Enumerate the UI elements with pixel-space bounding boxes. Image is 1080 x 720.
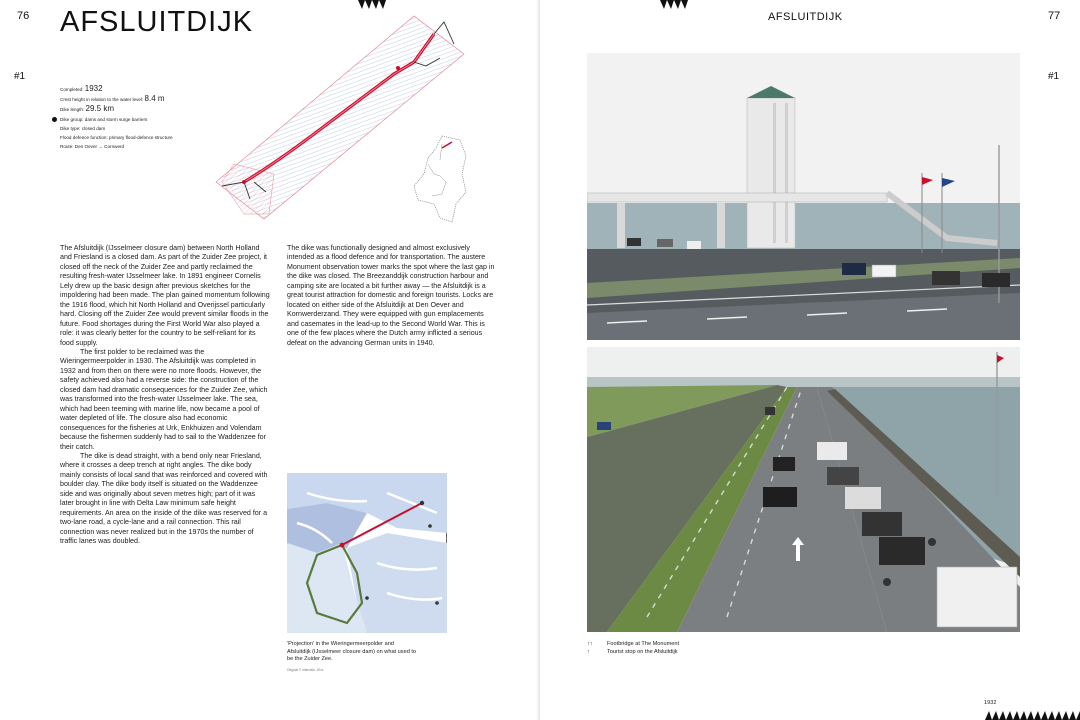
zigzag-footer-decoration — [985, 711, 1080, 720]
wieringermeer-map — [287, 473, 447, 633]
photo-caption-tourist-stop: Tourist stop on the Afsluitdijk — [607, 648, 678, 655]
body-paragraph: The Afsluitdijk (IJsselmeer closure dam) between North Holland and Friesland is a closed dam. As part of the Zuider Zee project, it closed off the neck of the Zuider Zee and partly reclaimed the resulting fresh-water IJsselmeer lake. In 1891 engineer Cornelis Lely drew up the basic design after previous sketches for the impoldering had been made. The plan gained momentum following the 1916 flood, which hit North Holland and Overijssel particularly hard. Closing off the Zuider Zee would prevent similar floods in the future. Food shortages during the First World War also played a role: it was clearly better for the country to be self-reliant for its food supply. — [60, 244, 270, 347]
map-credit: Original © Intervisie, 20xx — [287, 668, 324, 672]
map-caption: 'Projection' in the Wieringermeerpolder and Afsluitdijk (IJsselmeer closure dam) on what used to be the Zuider Zee. — [287, 641, 417, 663]
photo-footbridge-monument — [587, 53, 1020, 340]
fact-completed-value: 1932 — [84, 84, 103, 93]
photo-ref-arrow-icon: ↑↑ — [587, 641, 593, 647]
netherlands-outline — [414, 136, 466, 222]
page-edge-arrow-icon: ◀ — [1072, 72, 1079, 81]
zigzag-decoration-left — [358, 0, 386, 9]
page-edge-arrow-icon: ◀ — [1072, 520, 1079, 529]
province-borders — [428, 144, 446, 196]
fact-list — [60, 84, 220, 151]
map-place-marker — [428, 524, 432, 528]
netherlands-locator-map — [412, 134, 468, 226]
fact-completed-label: Completed: — [60, 87, 84, 92]
body-column-1 — [60, 244, 270, 547]
fact-flood-function: Flood defence function: primary flood-defence structure — [60, 135, 173, 141]
map-place-marker — [420, 501, 424, 505]
fact-dike-group: Dike group: dams and storm surge barriers — [60, 116, 148, 122]
fact-length-value: 29.5 km — [85, 104, 115, 114]
locator-dike-marker — [442, 142, 452, 148]
page-edge-arrow-icon: ◀ — [1072, 300, 1079, 309]
projection-point — [340, 543, 345, 548]
fact-dike-type: Dike type: closed dam — [60, 125, 106, 131]
page-number-left: 76 — [17, 10, 30, 22]
body-column-2 — [287, 244, 497, 348]
body-paragraph: The dike was functionally designed and almost exclusively intended as a flood defence and for transportation. The austere Monument observation tower marks the spot where the last gap in the dike was closed. The Breezanddijk construction harbour and camping site are located a bit further away — the Afsluitdijk is a great tourist attraction for domestic and foreign tourists. Locks are located on either side of the Afsluitdijk at Den Oever and Kornwerderzand. They were equipped with gun emplacements and casemates in the lead-up to the Second World War. This is one of the few places where the Dutch army inflicted a serious defeat on the advancing German units in 1940. — [287, 244, 495, 347]
map-place-marker — [435, 601, 439, 605]
right-page — [540, 0, 1080, 720]
photo-ref-arrow-icon: ↑ — [587, 648, 590, 655]
active-bullet-icon — [52, 117, 57, 122]
section-marker-right: #1 — [1048, 71, 1060, 82]
section-marker-left: #1 — [14, 71, 26, 82]
fact-route: Route: Den Oever → Cornwerd — [60, 144, 125, 150]
photo-caption-footbridge: Footbridge at The Monument — [607, 641, 680, 647]
running-head: AFSLUITDIJK — [768, 11, 843, 23]
fact-length-label: Dike length: — [60, 107, 85, 113]
fact-crest-value: 8.4 m — [144, 94, 165, 104]
map-place-marker — [365, 596, 369, 600]
zigzag-decoration-right — [660, 0, 688, 9]
page-number-right: 77 — [1048, 10, 1061, 22]
photo-captions — [587, 641, 787, 656]
fact-crest-label: Crest height in relation to the water level: — [60, 97, 144, 103]
body-paragraph: The dike is dead straight, with a bend only near Friesland, where it crosses a deep trench at right angles. The dike body mainly consists of local sand that was reinforced and covered with boulder clay. The dike body itself is situated on the Waddenzee side and was originally about seven metres high; part of it was later brought in line with Delta Law minimum safe height requirements. An area on the inside of the dike was reserved for a two-lane road, a cycle-lane and a rail connection. This rail connection was never realized but in the 1970s the number of traffic lanes was doubled. — [60, 451, 268, 546]
footer-year: 1932 — [984, 700, 997, 706]
dike-end-point — [396, 66, 400, 70]
photo-tourist-stop — [587, 347, 1020, 632]
dike-start-point — [242, 180, 246, 184]
page-title: AFSLUITDIJK — [60, 6, 254, 38]
body-paragraph: The first polder to be reclaimed was the Wieringermeerpolder in 1930. The Afsluitdijk was completed in 1932 and from then on there were no more floods. However, the safety achieved also had a reverse side: the construction of the closed dam had dramatic consequences for the Zuider Zee, which was transformed into the fresh-water IJsselmeer lake. The sea, which had been teeming with marine life, now became a pool of water depleted of life. The closure also had economic consequences for the fisheries at Urk, Enkhuizen and Volendam because the fishermen suddenly had to sail to the Waddenzee for their catch. — [60, 347, 268, 451]
